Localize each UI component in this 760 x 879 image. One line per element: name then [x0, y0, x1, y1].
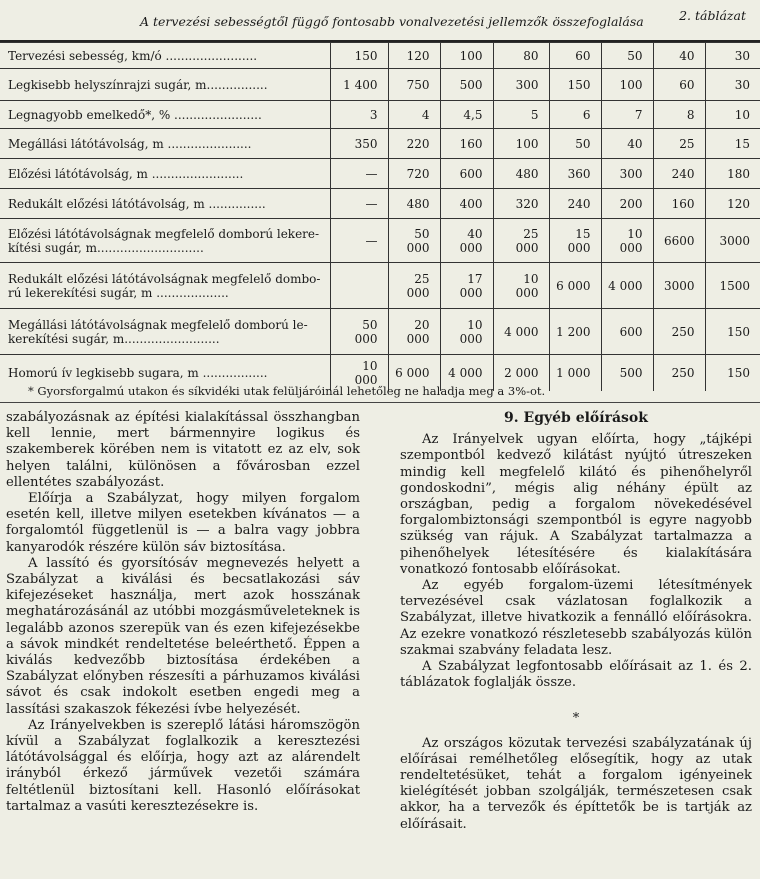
- row-label: [0, 159, 330, 189]
- row-label: [0, 101, 330, 129]
- table-cell: 5: [493, 101, 549, 129]
- table-cell: 4 000: [601, 263, 653, 309]
- table-cell: 25 000: [493, 219, 549, 263]
- table-cell: 4 000: [440, 355, 493, 391]
- table-cell: —: [330, 219, 388, 263]
- table-cell: 480: [388, 189, 440, 219]
- row-label: [0, 309, 330, 355]
- table-cell: 3: [330, 101, 388, 129]
- table-cell: 240: [549, 189, 601, 219]
- table-cell: 150: [705, 309, 760, 355]
- table-cell: 600: [601, 309, 653, 355]
- row-label-line: Homorú ív legkisebb sugara, m .................: [8, 365, 268, 380]
- table-cell: 300: [601, 159, 653, 189]
- table-cell: —: [330, 189, 388, 219]
- table-cell: 60: [549, 43, 601, 69]
- table-cell: 6600: [653, 219, 705, 263]
- table-cell: 600: [440, 159, 493, 189]
- table-cell: 320: [493, 189, 549, 219]
- table-cell: 60: [653, 69, 705, 101]
- table-row: [0, 43, 760, 69]
- row-label-line: Legnagyobb emelkedő*, % .......................: [8, 107, 262, 122]
- paragraph: A lassító és gyorsítósáv megnevezés helyett a Szabályzat a kiválási és becsatlakozási sáv kifejezéseket használja, mert azok hosszának meghatározásánál az utóbbi mozgásműveleteknek is legalább azonos szerepük van és ezen kifejezésekbe a sávok mindkét rendeltetése beleérthető. Éppen a kiválás kedvezőbb biztosítása érdekében a Szabályzat előnyben részesíti a párhuzamos kiválási sávot és csak indokolt esetben engedi meg a lassítási szakaszok fékezési ívbe helyezését.: [6, 555, 360, 717]
- table-cell: 50 000: [388, 219, 440, 263]
- table-row: [0, 263, 760, 309]
- parameters-table: [0, 42, 760, 391]
- section-separator: *: [572, 711, 580, 727]
- table-cell: 350: [330, 129, 388, 159]
- table-cell: 480: [493, 159, 549, 189]
- row-label-line: Legkisebb helyszínrajzi sugár, m................: [8, 77, 268, 92]
- table-cell: 100: [601, 69, 653, 101]
- table-cell: 17 000: [440, 263, 493, 309]
- table-cell: 2 000: [493, 355, 549, 391]
- table-row: [0, 309, 760, 355]
- row-label-line: Előzési látótávolság, m ........................: [8, 166, 244, 181]
- table-cell: 160: [653, 189, 705, 219]
- table-cell: [330, 263, 388, 309]
- paragraph: Az Irányelvek ugyan előírta, hogy „tájképi szempontból kedvező kilátást nyújtó útreszeken mindig kell megfelelő kilátó és pihenőhelyről gondoskodni”, mégis alig néhány épült az országban, pedig a forgalom növekedésével forgalombiztonsági szempontból is egyre nagyobb szükség van rájuk. A Szabályzat tartalmazza a pihenőhelyek létesítésére és kialakítására vonatkozó fontosabb előírásokat.: [400, 432, 752, 577]
- table-row: [0, 219, 760, 263]
- right-column: [400, 410, 752, 833]
- table-row: [0, 189, 760, 219]
- table-cell: 150: [549, 69, 601, 101]
- table-cell: 100: [493, 129, 549, 159]
- table-cell: 120: [388, 43, 440, 69]
- table-cell: 150: [330, 43, 388, 69]
- table-cell: 250: [653, 309, 705, 355]
- table-cell: 6 000: [549, 263, 601, 309]
- table-cell: 80: [493, 43, 549, 69]
- table-cell: 180: [705, 159, 760, 189]
- table-cell: 750: [388, 69, 440, 101]
- table-cell: 8: [653, 101, 705, 129]
- paragraph: A Szabályzat legfontosabb előírásait az 1. és 2. táblázatok foglalják össze.: [400, 659, 752, 691]
- table-cell: 4: [388, 101, 440, 129]
- table-cell: 400: [440, 189, 493, 219]
- table-cell: 20 000: [388, 309, 440, 355]
- table-cell: 6: [549, 101, 601, 129]
- table-cell: 100: [440, 43, 493, 69]
- row-label-line: Előzési látótávolságnak megfelelő domború lekere-: [8, 226, 320, 241]
- table-cell: 150: [705, 355, 760, 391]
- table-cell: 40 000: [440, 219, 493, 263]
- table-footnote: * Gyorsforgalmú utakon és síkvidéki utak felüljáróinál lehetőleg ne haladja meg a 3%-ot.: [28, 384, 546, 398]
- table-cell: 10 000: [493, 263, 549, 309]
- table-cell: 1 400: [330, 69, 388, 101]
- row-label-line: Megállási látótávolságnak megfelelő domború le-: [8, 317, 308, 332]
- table-cell: 10 000: [601, 219, 653, 263]
- paragraph: Az Irányelvekben is szereplő látási háromszögön kívül a Szabályzat foglalkozik a keresztezési látótávolsággal és előírja, hogy azt az alárendelt irányból érkező járművek vezetői számára feltétlenül biztosítani kell. Hasonló előírásokat tartalmaz a vasúti keresztezésekre is.: [6, 717, 360, 814]
- row-label: [0, 129, 330, 159]
- table-cell: 3000: [653, 263, 705, 309]
- table-cell: 300: [493, 69, 549, 101]
- table-cell: 30: [705, 69, 760, 101]
- table-cell: 25 000: [388, 263, 440, 309]
- paragraph: szabályozásnak az építési kialakítással összhangban kell lennie, mert bármennyire logikus és szakemberek körében nem is vitatott ez az elv, sok helyen találni, különösen a fővárosban ezzel ellentétes szabályozást.: [6, 410, 360, 490]
- paragraph: Előírja a Szabályzat, hogy milyen forgalom esetén kell, illetve milyen esetekben kívánatos — a forgalomtól függetlenül is — a balra vagy jobbra kanyarodók részére külön sáv biztosítása.: [6, 491, 360, 555]
- table-cell: 50: [601, 43, 653, 69]
- table-cell: 10 000: [440, 309, 493, 355]
- table-cell: 4,5: [440, 101, 493, 129]
- table-cell: 500: [440, 69, 493, 101]
- table-title: A tervezési sebességtől függő fontosabb vonalvezetési jellemzők összefoglalása: [140, 14, 644, 29]
- paragraph: Az egyéb forgalom-üzemi létesítmények tervezésével csak vázlatosan foglalkozik a Szabályzat, illetve hivatkozik a fennálló előírásokra. Az ezekre vonatkozó részletesebb szabályozás külön szakmai szabvány feladata lesz.: [400, 578, 752, 658]
- table-cell: 720: [388, 159, 440, 189]
- row-label: [0, 263, 330, 309]
- table-cell: 50 000: [330, 309, 388, 355]
- row-label: [0, 69, 330, 101]
- row-label: [0, 189, 330, 219]
- row-label-line: Redukált előzési látótávolság, m ...............: [8, 196, 266, 211]
- table-row: [0, 101, 760, 129]
- table-cell: 50: [549, 129, 601, 159]
- row-label-line: rú lekerekítési sugár, m ...................: [8, 285, 229, 300]
- table-cell: 15 000: [549, 219, 601, 263]
- table-cell: 10: [705, 101, 760, 129]
- row-label-line: Redukált előzési látótávolságnak megfelelő dombo-: [8, 271, 321, 286]
- left-column: [6, 410, 360, 815]
- row-label-line: Megállási látótávolság, m ......................: [8, 136, 252, 151]
- table-cell: 15: [705, 129, 760, 159]
- table-cell: 40: [601, 129, 653, 159]
- table-caption: [0, 8, 760, 34]
- row-label-line: kerekítési sugár, m.........................: [8, 331, 220, 346]
- table-cell: 1500: [705, 263, 760, 309]
- table-cell: 360: [549, 159, 601, 189]
- table-row: [0, 129, 760, 159]
- table-cell: 200: [601, 189, 653, 219]
- row-label: [0, 219, 330, 263]
- row-label-line: Tervezési sebesség, km/ó ........................: [8, 48, 258, 63]
- table-cell: 40: [653, 43, 705, 69]
- table-bottom-rule: [0, 402, 760, 403]
- row-label-line: kítési sugár, m............................: [8, 240, 204, 255]
- table-cell: 160: [440, 129, 493, 159]
- section-heading: 9. Egyéb előírások: [504, 410, 648, 426]
- table-cell: 25: [653, 129, 705, 159]
- table-cell: 240: [653, 159, 705, 189]
- closing-paragraph: Az országos közutak tervezési szabályzatának új előírásai remélhetőleg elősegítik, hogy az utak rendeltetésüket, tehát a forgalom igényeinek kielégítését jobban szolgálják, természetesen csak akkor, ha a tervezők és építtetők be is tartják az előírásait.: [400, 735, 752, 832]
- table-cell: 7: [601, 101, 653, 129]
- table-cell: 1 200: [549, 309, 601, 355]
- table-cell: 6 000: [388, 355, 440, 391]
- table-cell: 10 000: [330, 355, 388, 391]
- table-cell: 500: [601, 355, 653, 391]
- table-row: [0, 159, 760, 189]
- table-cell: 30: [705, 43, 760, 69]
- row-label: [0, 43, 330, 69]
- table-cell: 250: [653, 355, 705, 391]
- table-row: [0, 69, 760, 101]
- table-cell: 120: [705, 189, 760, 219]
- table-cell: 220: [388, 129, 440, 159]
- table-number: 2. táblázat: [679, 8, 746, 23]
- table-cell: 4 000: [493, 309, 549, 355]
- table-cell: —: [330, 159, 388, 189]
- table-cell: 1 000: [549, 355, 601, 391]
- table-cell: 3000: [705, 219, 760, 263]
